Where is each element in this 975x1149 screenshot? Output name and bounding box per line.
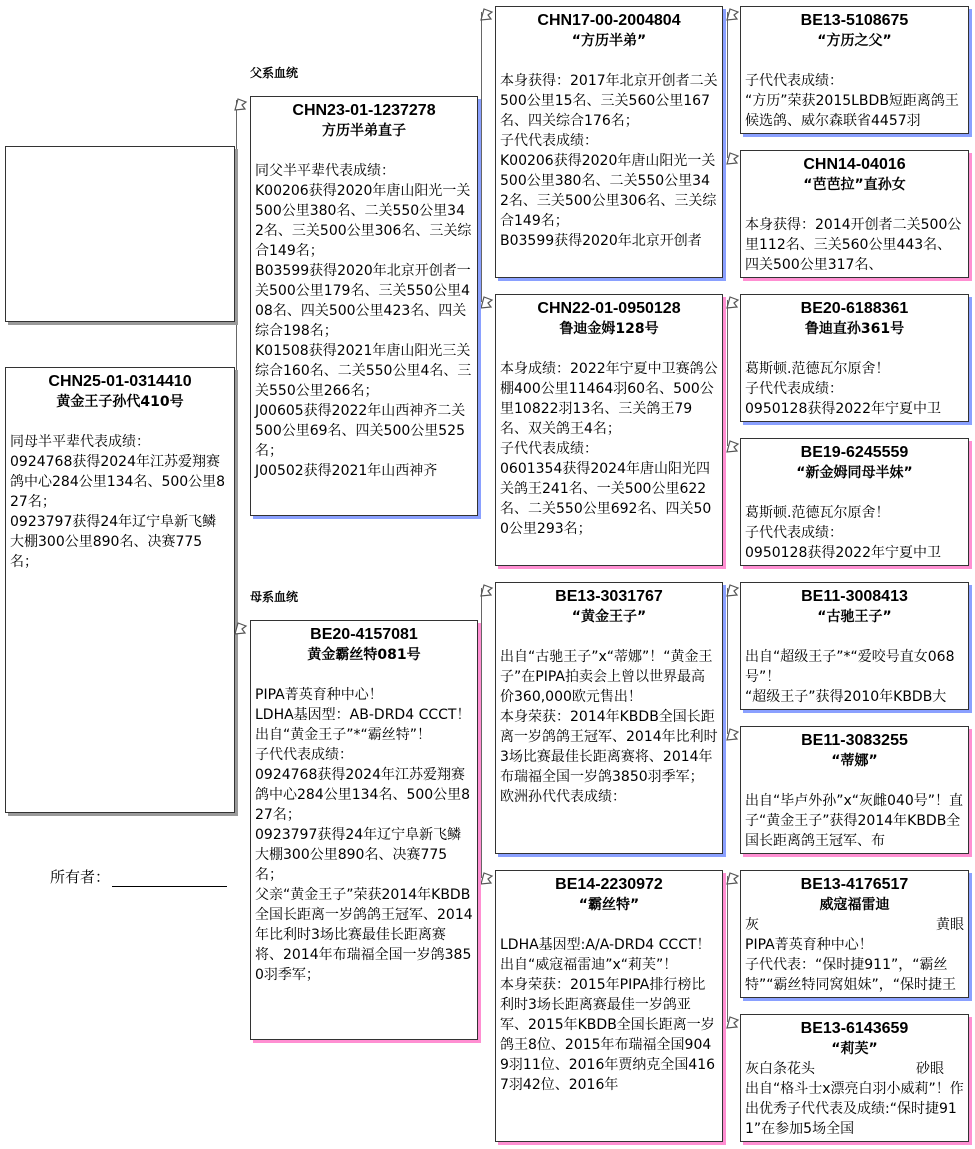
owner-field[interactable] [50,866,227,887]
connector-line [727,300,728,446]
dam-dam-card[interactable] [495,870,723,1142]
dam-text: PIPA菁英育种中心！ LDHA基因型：AB-DRD4 CCCT！出自“黄金王子”*“霸丝特”！ 子代代表成绩： 0924768获得2024年江苏爱翔赛鸽中心284公里134名、500公里827名； 0923797获得24年辽宁阜新飞鳞大棚300公里890名、决赛775名； 父亲“黄金王子”荣获2014年KBDB全国长距离一岁鸽鸽王冠军、2014年比利时3场比赛最佳长距离赛将、2014年布瑞福全国一岁鸽3850羽季军； [255,687,473,983]
photo-placeholder [5,146,235,322]
ddd-color: 灰白条花头 [745,1061,815,1077]
dam-sire-card[interactable] [495,582,723,854]
sire-card[interactable] [250,96,478,516]
sire-sire-card[interactable] [495,6,723,278]
ssd-ring: CHN14-04016 [803,156,906,173]
dds-color: 灰 [745,917,759,933]
dam-sire-ring: BE13-3031767 [555,588,663,605]
dam-name: 黄金霸丝特081号 [307,647,421,663]
ddd-name: “莉芙” [831,1041,878,1057]
sss-name: “方历之父” [817,33,892,49]
dam-dam-text: LDHA基因型:A/A-DRD4 CCCT！ 出自“威寇福雷迪”x“莉芙”！ 本身荣获：2015年PIPA排行榜比利时3场长距离赛最佳一岁鸽亚军、2015年KBDB全国长距离一岁鸽王8位、2015年布瑞福全国9049羽11位、2016年贾纳克全国4167羽42位、2016年 [500,937,716,1093]
dam-dam-name: “霸丝特” [578,897,640,913]
dss-name: “古驰王子” [817,609,892,625]
flag-icon [233,96,249,112]
sss-card[interactable] [740,6,969,134]
sire-text: 同父半平辈代表成绩： K00206获得2020年唐山阳光一关500公里380名、二关550公里342名、三关500公里306名、三关综合149名； B03599获得2020年北京开创者一关500公里179名、三关550公里408名、四关500公里423名、四关综合198名； K01508获得2021年唐山阳光三关综合160名、二关550公里4名、三关550公里266名； J00605获得2022年山西神齐二关500公里69名、四关500公里525名； J00502获得2021年山西神齐 [255,163,472,479]
dss-text: 出自“超级王子”*“爱咬号直女068号”！ “超级王子”获得2010年KBDB大 [745,649,955,705]
flag-icon [725,150,741,166]
connector-line [727,588,728,734]
flag-icon [725,438,741,454]
flag-icon [233,620,249,636]
flag-icon [479,870,495,886]
dds-ring: BE13-4176517 [800,876,909,893]
ddd-eye: 砂眼 [916,1061,944,1077]
sire-name: 方历半弟直子 [322,123,406,139]
flag-icon [725,6,741,22]
ssd-name: “芭芭拉”直孙女 [803,177,906,193]
dds-name: 威寇福雷迪 [819,897,890,913]
connector-line [236,100,237,630]
sds-card[interactable] [740,294,969,422]
ddd-card[interactable] [740,1014,969,1142]
connector-line [727,12,728,158]
dds-card[interactable] [740,870,969,998]
sss-text: 子代代表成绩： “方历”荣获2015LBDB短距离鸽王候选鸽、威尔森联省4457羽 [745,73,959,129]
dds-text: PIPA菁英育种中心！ 子代代表：“保时捷911”，“霸丝特”“霸丝特同窝姐妹”，“保时捷王 [745,937,957,993]
flag-icon [725,726,741,742]
sire-sire-ring: CHN17-00-2004804 [537,12,681,29]
sire-sire-text: 本身获得：2017年北京开创者二关500公里15名、三关560公里167名、四关综合176名； 子代代表成绩： K00206获得2020年唐山阳光一关500公里380名、二关550公里342名、三关500公里306名、三关综合149名； B03599获得2020年北京开创者 [500,73,718,249]
paternal-label: 父系血统 [250,66,299,80]
flag-icon [725,1014,741,1030]
subject-text: 同母半平辈代表成绩： 0924768获得2024年江苏爱翔赛鸽中心284公里134名、500公里827名； 0923797获得24年辽宁阜新飞鳞大棚300公里890名、决赛775名； [10,434,226,570]
sdd-card[interactable] [740,438,969,566]
dss-card[interactable] [740,582,969,710]
subject-name: 黄金王子孙代410号 [56,394,184,410]
dam-card[interactable] [250,620,478,1040]
dam-dam-ring: BE14-2230972 [555,876,663,893]
sire-dam-name: 鲁迪金姆128号 [559,321,659,337]
dam-ring: BE20-4157081 [310,626,418,643]
subject-ring: CHN25-01-0314410 [48,373,192,390]
dam-sire-name: “黄金王子” [571,609,647,625]
sdd-text: 葛斯顿.范德瓦尔原舍！ 子代代表成绩： 0950128获得2022年宁夏中卫 [745,505,941,561]
connector-line [481,588,482,878]
dsd-text: 出自“毕卢外孙”x“灰雌040号”！直子“黄金王子”获得2014年KBDB全国长距离鸽王冠军、布 [745,793,964,849]
ddd-text: 出自“格斗士x漂亮白羽小威莉”！作出优秀子代代表及成绩:“保时捷911”在参加5场全国 [745,1081,964,1137]
ssd-text: 本身获得：2014开创者二关500公里112名、三关560公里443名、四关500公里317名、 [745,217,962,273]
dds-color-row [741,915,968,935]
dds-eye: 黄眼 [936,917,964,933]
flag-icon [479,6,495,22]
sds-text: 葛斯顿.范德瓦尔原舍！ 子代代表成绩： 0950128获得2022年宁夏中卫 [745,361,941,417]
sire-dam-card[interactable] [495,294,723,566]
subject-card[interactable] [5,367,235,813]
dsd-ring: BE11-3083255 [801,732,908,749]
flag-icon [725,582,741,598]
sire-dam-ring: CHN22-01-0950128 [537,300,681,317]
ddd-ring: BE13-6143659 [800,1020,909,1037]
sire-dam-text: 本身成绩：2022年宁夏中卫赛鸽公棚400公里11464羽60名、500公里10822羽13名、三关鸽王79名、双关鸽王4名； 子代代表成绩： 0601354获得2024年唐山阳光四关鸽王241名、一关500公里622名、二关550公里692名、四关500公里293名； [500,361,718,537]
ssd-card[interactable] [740,150,969,278]
sds-name: 鲁迪直孙361号 [804,321,905,337]
flag-icon [725,870,741,886]
flag-icon [479,582,495,598]
owner-underline [112,872,227,887]
ddd-color-row [741,1059,968,1079]
sss-ring: BE13-5108675 [800,12,909,29]
dsd-card[interactable] [740,726,969,854]
connector-line [481,12,482,302]
sire-sire-name: “方历半弟” [571,33,647,49]
dam-sire-text: 出自“古驰王子”x“蒂娜”！“黄金王子”在PIPA拍卖会上曾以世界最高价360,000欧元售出！ 本身荣获：2014年KBDB全国长距离一岁鸽鸽王冠军、2014年比利时3场比赛最佳长距离赛将、2014年布瑞福全国一岁鸽3850羽季军； 欧洲孙代代表成绩： [500,649,718,805]
flag-icon [479,294,495,310]
sire-ring: CHN23-01-1237278 [292,102,436,119]
owner-label: 所有者： [50,868,111,886]
maternal-label: 母系血统 [250,590,299,604]
sdd-ring: BE19-6245559 [800,444,909,461]
dss-ring: BE11-3008413 [801,588,908,605]
connector-line [727,876,728,1022]
flag-icon [725,294,741,310]
sdd-name: “新金姆同母半妹” [796,465,913,481]
sds-ring: BE20-6188361 [800,300,909,317]
dsd-name: “蒂娜” [831,753,878,769]
